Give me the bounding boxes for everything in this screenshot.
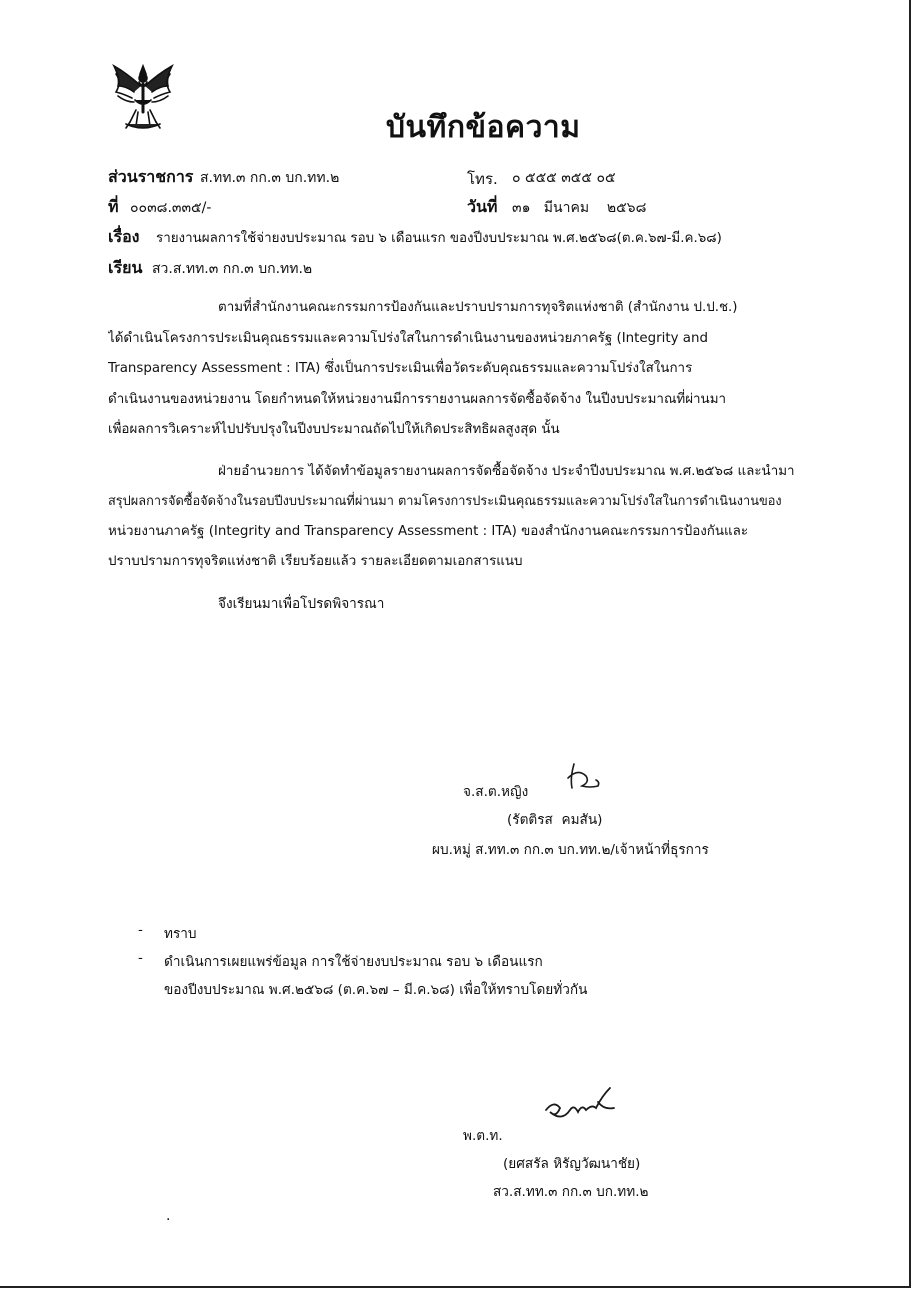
signer1-name: (รัตติรส คมสัน) xyxy=(507,812,603,828)
subject-value: รายงานผลการใช้จ่ายงบประมาณ รอบ ๖ เดือนแรก ของปีงบประมาณ พ.ศ.๒๕๖๘(ต.ค.๖๗-มี.ค.๖๘) xyxy=(156,231,722,246)
phone-value: ๐ ๕๕๕ ๓๕๕ ๐๕ xyxy=(512,170,616,186)
order-bullet: - xyxy=(138,922,143,938)
order-bullet: - xyxy=(138,950,143,966)
footer-dot: . xyxy=(166,1208,171,1224)
paragraph1-line: ได้ดำเนินโครงการประเมินคุณธรรมและความโปร่งใสในการดำเนินงานของหน่วยภาครัฐ (Integrity and xyxy=(108,331,708,346)
paragraph2-line: สรุปผลการจัดซื้อจัดจ้างในรอบปีงบประมาณที่ผ่านมา ตามโครงการประเมินคุณธรรมและความโปร่งใสในการดำเนินงานของ xyxy=(108,494,782,509)
paragraph2-line: ฝ่ายอำนวยการ ได้จัดทำข้อมูลรายงานผลการจัดซื้อจัดจ้าง ประจำปีงบประมาณ พ.ศ.๒๕๖๘ และนำมา xyxy=(218,464,795,479)
garuda-emblem-icon xyxy=(108,60,178,132)
signer2-position: สว.ส.ทท.๓ กก.๓ บก.ทท.๒ xyxy=(493,1184,649,1200)
number-value: ๐๐๓๘.๓๓๕/- xyxy=(130,200,212,216)
signer1-position: ผบ.หมู่ ส.ทท.๓ กก.๓ บก.ทท.๒/เจ้าหน้าที่ธุรการ xyxy=(432,842,709,858)
signer2-rank: พ.ต.ท. xyxy=(463,1128,503,1144)
date-label: วันที่ xyxy=(467,197,498,216)
paragraph1-line: เพื่อผลการวิเคราะห์ไปปรับปรุงในปีงบประมาณถัดไปให้เกิดประสิทธิผลสูงสุด นั้น xyxy=(108,422,560,437)
phone-label: โทร. xyxy=(467,170,498,188)
number-label: ที่ xyxy=(108,197,119,216)
to-label: เรียน xyxy=(108,258,143,277)
paragraph2-line: ปราบปรามการทุจริตแห่งชาติ เรียบร้อยแล้ว รายละเอียดตามเอกสารแนบ xyxy=(108,554,523,569)
to-value: สว.ส.ทท.๓ กก.๓ บก.ทท.๒ xyxy=(152,261,313,277)
order-text: ทราบ xyxy=(164,926,197,942)
signature2-icon xyxy=(540,1082,620,1130)
paragraph1-line: ตามที่สำนักงานคณะกรรมการป้องกันและปราบปรามการทุจริตแห่งชาติ (สำนักงาน ป.ป.ช.) xyxy=(218,300,738,315)
memo-title: บันทึกข้อความ xyxy=(386,110,581,145)
order-text: ของปีงบประมาณ พ.ศ.๒๕๖๘ (ต.ค.๖๗ – มี.ค.๖๘) เพื่อให้ทราบโดยทั่วกัน xyxy=(164,982,588,998)
order-text: ดำเนินการเผยแพร่ข้อมูล การใช้จ่ายงบประมาณ รอบ ๖ เดือนแรก xyxy=(164,954,543,970)
agency-label: ส่วนราชการ xyxy=(108,167,194,186)
paragraph2-line: หน่วยงานภาครัฐ (Integrity and Transparency Assessment : ITA) ของสำนักงานคณะกรรมการป้องกันและ xyxy=(108,524,749,539)
signature1-icon xyxy=(560,756,610,796)
paragraph1-line: Transparency Assessment : ITA) ซึ่งเป็นการประเมินเพื่อวัดระดับคุณธรรมและความโปร่งใสในการ xyxy=(108,361,693,376)
subject-label: เรื่อง xyxy=(108,227,140,246)
closing-text: จึงเรียนมาเพื่อโปรดพิจารณา xyxy=(218,596,385,612)
signer1-rank: จ.ส.ต.หญิง xyxy=(463,784,529,800)
agency-value: ส.ทท.๓ กก.๓ บก.ทท.๒ xyxy=(200,170,340,186)
signer2-name: (ยศสรัล หิรัญวัฒนาชัย) xyxy=(503,1156,641,1172)
paragraph1-line: ดำเนินงานของหน่วยงาน โดยกำหนดให้หน่วยงานมีการรายงานผลการจัดซื้อจัดจ้าง ในปีงบประมาณที่ผ่านมา xyxy=(108,392,727,407)
date-value: ๓๑ มีนาคม ๒๕๖๘ xyxy=(512,200,647,216)
